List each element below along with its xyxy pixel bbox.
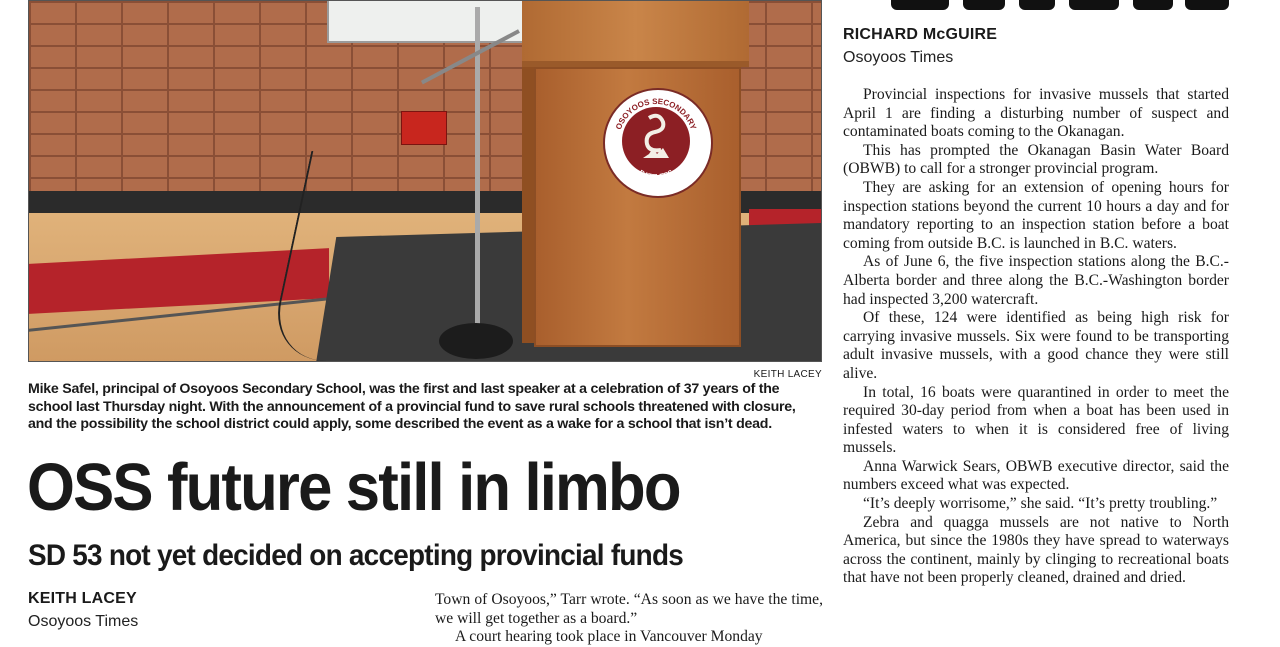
- paragraph: Zebra and quagga mussels are not native to North America, but since the 1980s they have spread to waterways across the continent, mainly by clinging to recreational boats that have not been properly cleaned, drained and dried.: [843, 513, 1229, 587]
- photo-caption: [28, 381, 828, 434]
- paragraph: This has prompted the Okanagan Basin Water Board (OBWB) to call for a stronger provincial program.: [843, 141, 1229, 178]
- main-story-text: [435, 591, 823, 647]
- microphone-stand-base: [439, 323, 513, 359]
- main-byline: KEITH LACEY: [28, 590, 137, 607]
- side-byline: RICHARD McGUIRE: [843, 26, 998, 43]
- seal-top-text: OSOYOOS SECONDARY: [614, 96, 698, 131]
- paragraph: Town of Osoyoos,” Tarr wrote. “As soon as we have the time, we will get together as a board.”: [435, 591, 823, 627]
- side-story-text: [843, 86, 1229, 588]
- seal-bottom-text: RATTLERS: [637, 169, 675, 182]
- side-outlet: Osoyoos Times: [843, 49, 954, 66]
- main-outlet: Osoyoos Times: [28, 613, 139, 630]
- paragraph: “It’s deeply worrisome,” she said. “It’s pretty troubling.”: [863, 495, 1218, 513]
- photo-credit: KEITH LACEY: [753, 369, 822, 380]
- caption-line: school last Thursday night. With the announcement of a provincial fund to save rural schools threatened with closure,: [28, 398, 796, 415]
- paragraph: Provincial inspections for invasive mussels that started April 1 are finding a disturbing number of suspect and contaminated boats coming to the Okanagan.: [843, 86, 1229, 141]
- paragraph: In total, 16 boats were quarantined in order to meet the required 30-day period from when a boat has been used in infested waters to when it is considered free of living mussels.: [843, 383, 1229, 457]
- podium: [522, 1, 749, 362]
- paragraph: They are asking for an extension of opening hours for inspection stations beyond the current 10 hours a day and for mandatory reporting to an inspection station before a boat coming from outside B.C. is launched in B.C. waters.: [843, 178, 1229, 252]
- fire-alarm-box: [401, 111, 447, 145]
- podium-side: [522, 67, 534, 343]
- podium-top: [522, 1, 749, 67]
- main-subhead: SD 53 not yet decided on accepting provincial funds: [28, 539, 684, 572]
- news-photo: [28, 0, 822, 362]
- projection-screen: [327, 1, 527, 43]
- cut-off-headline: [843, 0, 1243, 10]
- paragraph: Of these, 124 were identified as being high risk for carrying invasive mussels. Six were found to be transporting adult invasive mussels, with a good chance they were still alive.: [843, 309, 1229, 382]
- caption-line: Mike Safel, principal of Osoyoos Secondary School, was the first and last speaker at a celebration of 37 years of the: [28, 381, 780, 397]
- main-headline: OSS future still in limbo: [27, 450, 680, 525]
- paragraph: A court hearing took place in Vancouver Monday: [455, 628, 763, 646]
- school-seal-logo: [603, 88, 713, 198]
- caption-line: and the possibility the school district could apply, some described the event as a wake for a school that isn’t dead.: [28, 416, 772, 432]
- paragraph: As of June 6, the five inspection stations along the B.C.-Alberta border and three along the B.C.-Washington border had inspected 3,200 watercraft.: [843, 253, 1229, 308]
- paragraph: Anna Warwick Sears, OBWB executive director, said the numbers exceed what was expected.: [843, 457, 1229, 494]
